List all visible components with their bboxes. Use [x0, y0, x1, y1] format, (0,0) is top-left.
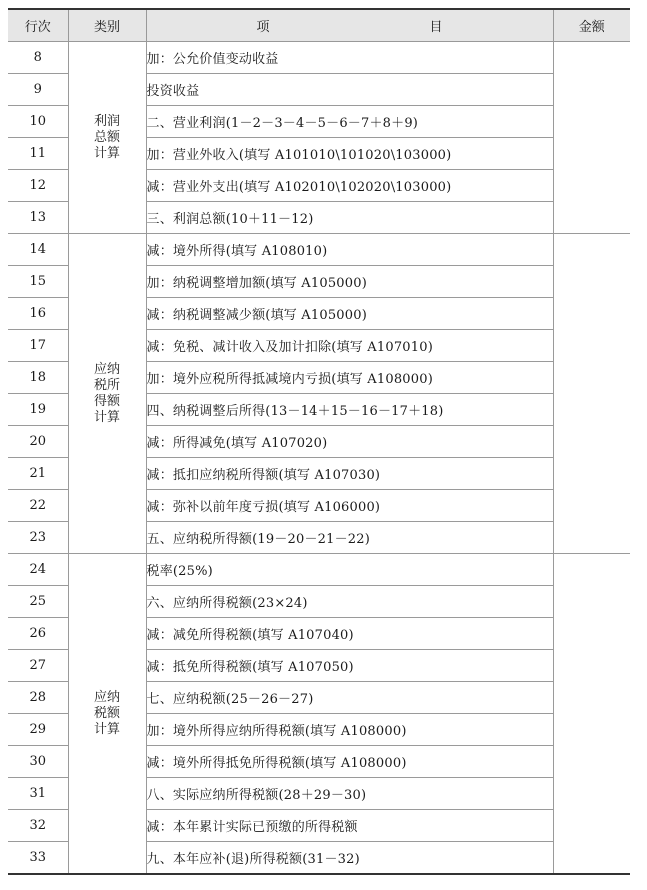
item-description: 减：抵扣应纳税所得额(填写 A107030)	[146, 458, 553, 490]
item-description: 减：减免所得税额(填写 A107040)	[146, 618, 553, 650]
line-number: 10	[8, 106, 68, 138]
category-cell	[68, 42, 146, 234]
line-number: 16	[8, 298, 68, 330]
table-body	[8, 42, 630, 875]
category-cell	[68, 554, 146, 875]
line-number: 29	[8, 714, 68, 746]
item-description: 减：所得减免(填写 A107020)	[146, 426, 553, 458]
category-label-line: 税额	[93, 705, 120, 721]
table-row	[8, 554, 630, 586]
header-item-right: 目	[429, 20, 443, 35]
line-number: 28	[8, 682, 68, 714]
header-item-left: 项	[256, 20, 270, 35]
item-description: 五、应纳税所得额(19－20－21－22)	[146, 522, 553, 554]
line-number: 17	[8, 330, 68, 362]
item-description: 二、营业利润(1－2－3－4－5－6－7＋8＋9)	[146, 106, 553, 138]
line-number: 33	[8, 842, 68, 875]
header-line-number: 行次	[8, 9, 68, 42]
line-number: 31	[8, 778, 68, 810]
line-number: 8	[8, 42, 68, 74]
line-number: 14	[8, 234, 68, 266]
line-number: 23	[8, 522, 68, 554]
amount-cell[interactable]	[553, 234, 630, 554]
amount-cell[interactable]	[553, 554, 630, 875]
category-label-line: 利润	[93, 113, 120, 129]
table-header	[8, 9, 630, 42]
line-number: 21	[8, 458, 68, 490]
line-number: 26	[8, 618, 68, 650]
item-description: 税率(25%)	[146, 554, 553, 586]
category-label-line: 计算	[93, 409, 120, 425]
header-category: 类别	[68, 9, 146, 42]
table-row	[8, 42, 630, 74]
category-label-line: 计算	[93, 145, 120, 161]
tax-return-table	[8, 8, 630, 875]
item-description: 加：营业外收入(填写 A101010\101020\103000)	[146, 138, 553, 170]
item-description: 三、利润总额(10＋11－12)	[146, 202, 553, 234]
line-number: 18	[8, 362, 68, 394]
line-number: 9	[8, 74, 68, 106]
line-number: 27	[8, 650, 68, 682]
line-number: 32	[8, 810, 68, 842]
item-description: 加：境外应税所得抵减境内亏损(填写 A108000)	[146, 362, 553, 394]
item-description: 九、本年应补(退)所得税额(31－32)	[146, 842, 553, 875]
header-item	[146, 9, 553, 42]
item-description: 加：公允价值变动收益	[146, 42, 553, 74]
header-amount: 金额	[553, 9, 630, 42]
item-description: 减：免税、减计收入及加计扣除(填写 A107010)	[146, 330, 553, 362]
item-description: 加：境外所得应纳所得税额(填写 A108000)	[146, 714, 553, 746]
line-number: 19	[8, 394, 68, 426]
item-description: 八、实际应纳所得税额(28＋29－30)	[146, 778, 553, 810]
line-number: 20	[8, 426, 68, 458]
category-label-line: 得额	[93, 393, 120, 409]
line-number: 11	[8, 138, 68, 170]
item-description: 减：抵免所得税额(填写 A107050)	[146, 650, 553, 682]
item-description: 减：营业外支出(填写 A102010\102020\103000)	[146, 170, 553, 202]
line-number: 13	[8, 202, 68, 234]
item-description: 减：弥补以前年度亏损(填写 A106000)	[146, 490, 553, 522]
item-description: 减：本年累计实际已预缴的所得税额	[146, 810, 553, 842]
line-number: 15	[8, 266, 68, 298]
category-label-line: 税所	[93, 377, 120, 393]
item-description: 减：境外所得抵免所得税额(填写 A108000)	[146, 746, 553, 778]
item-description: 加：纳税调整增加额(填写 A105000)	[146, 266, 553, 298]
category-label-line: 应纳	[93, 689, 120, 705]
category-label-line: 计算	[93, 721, 120, 737]
item-description: 减：纳税调整减少额(填写 A105000)	[146, 298, 553, 330]
header-row	[8, 9, 630, 42]
table-row	[8, 234, 630, 266]
item-description: 投资收益	[146, 74, 553, 106]
line-number: 25	[8, 586, 68, 618]
line-number: 22	[8, 490, 68, 522]
item-description: 减：境外所得(填写 A108010)	[146, 234, 553, 266]
category-label-line: 总额	[93, 129, 120, 145]
item-description: 四、纳税调整后所得(13－14＋15－16－17＋18)	[146, 394, 553, 426]
item-description: 七、应纳税额(25－26－27)	[146, 682, 553, 714]
category-cell	[68, 234, 146, 554]
line-number: 12	[8, 170, 68, 202]
amount-cell[interactable]	[553, 42, 630, 234]
item-description: 六、应纳所得税额(23×24)	[146, 586, 553, 618]
category-label-line: 应纳	[93, 361, 120, 377]
line-number: 24	[8, 554, 68, 586]
line-number: 30	[8, 746, 68, 778]
